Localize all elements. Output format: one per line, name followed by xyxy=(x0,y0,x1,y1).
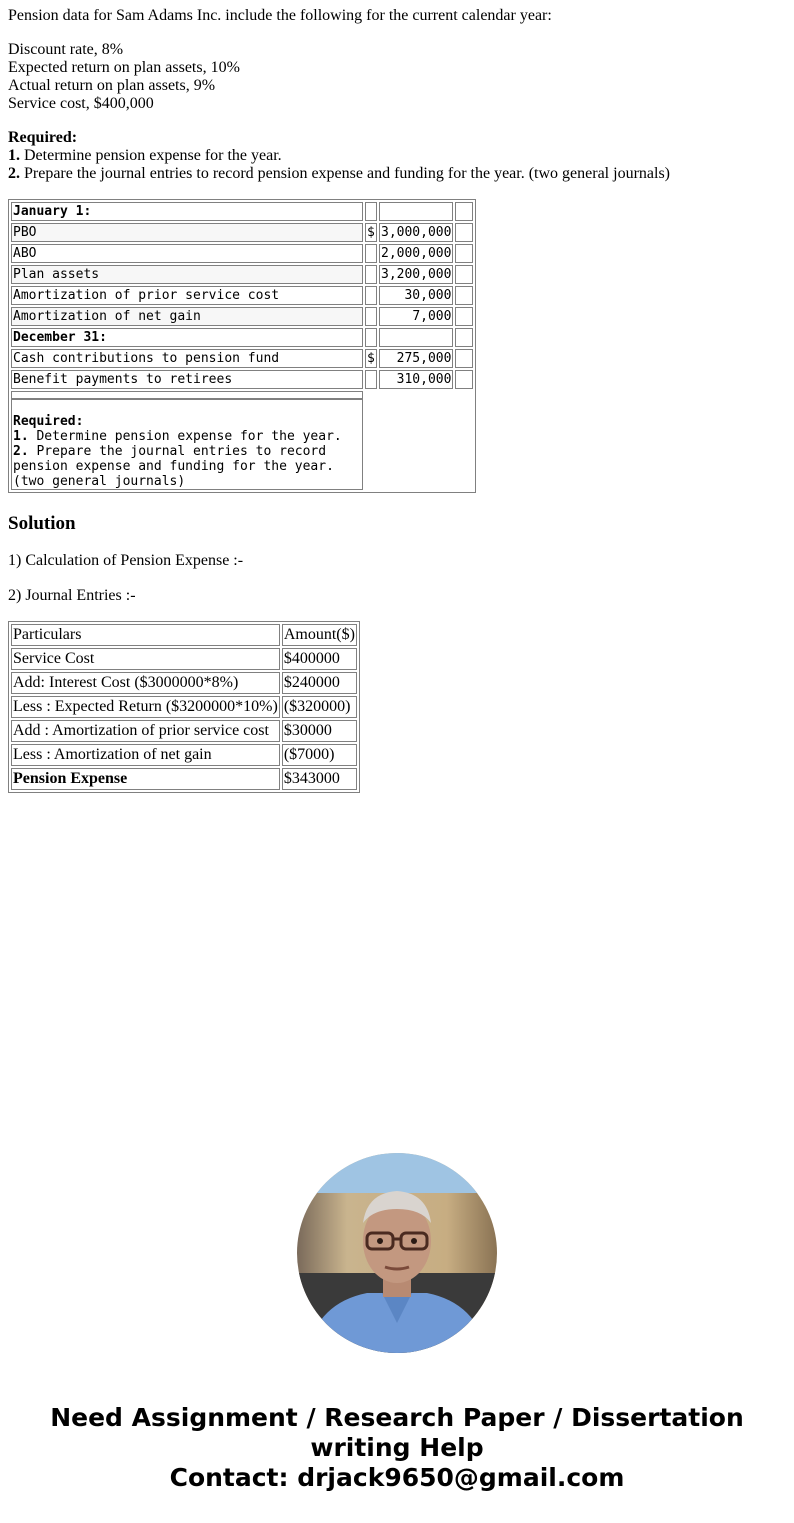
data-amount xyxy=(379,202,453,221)
data-row xyxy=(11,265,473,284)
data-label: ABO xyxy=(11,244,363,263)
inner-required-1-num: 1. xyxy=(13,429,29,444)
data-currency xyxy=(365,286,377,305)
data-amount xyxy=(379,328,453,347)
pension-expense-table xyxy=(8,621,360,793)
pension-data-table xyxy=(8,199,476,493)
promo-line-3: Contact: drjack9650@gmail.com xyxy=(169,1463,625,1492)
inner-required-2-num: 2. xyxy=(13,444,29,459)
calc-row xyxy=(11,720,357,742)
data-pad xyxy=(455,286,473,305)
data-amount: 275,000 xyxy=(379,349,453,368)
calc-total-amount: $343000 xyxy=(282,768,357,790)
data-row xyxy=(11,244,473,263)
calc-amount: ($7000) xyxy=(282,744,357,766)
data-currency xyxy=(365,244,377,263)
calc-amount: $240000 xyxy=(282,672,357,694)
inner-required-2-text: Prepare the journal entries to record pension expense and funding for the year. (two general journals) xyxy=(13,444,334,489)
required-item-1-num: 1. xyxy=(8,147,20,164)
required-item-2 xyxy=(8,165,786,183)
required-heading: Required: xyxy=(8,129,78,146)
data-pad xyxy=(455,202,473,221)
calc-row xyxy=(11,648,357,670)
data-label-text: December 31: xyxy=(13,330,107,345)
data-label: Benefit payments to retirees xyxy=(11,370,363,389)
author-photo-icon xyxy=(297,1153,497,1353)
calc-total-row xyxy=(11,768,357,790)
data-label: Plan assets xyxy=(11,265,363,284)
inner-empty xyxy=(365,391,473,490)
data-pad xyxy=(455,349,473,368)
data-row xyxy=(11,349,473,368)
rates-list xyxy=(8,41,786,113)
data-label: Amortization of net gain xyxy=(11,307,363,326)
data-currency xyxy=(365,307,377,326)
calc-row xyxy=(11,744,357,766)
required-item-2-text: Prepare the journal entries to record pension expense and funding for the year. (two general journals) xyxy=(24,165,670,182)
data-currency xyxy=(365,265,377,284)
data-row xyxy=(11,286,473,305)
data-row-required xyxy=(11,391,473,490)
step-2: 2) Journal Entries :- xyxy=(8,587,136,604)
rate-expected-return: Expected return on plan assets, 10% xyxy=(8,59,240,76)
rate-service-cost: Service cost, $400,000 xyxy=(8,95,154,112)
data-amount: 7,000 xyxy=(379,307,453,326)
data-row xyxy=(11,307,473,326)
data-currency xyxy=(365,370,377,389)
data-row xyxy=(11,328,473,347)
required-item-1 xyxy=(8,147,786,165)
data-currency: $ xyxy=(365,223,377,242)
calc-particular: Add : Amortization of prior service cost xyxy=(11,720,280,742)
data-row xyxy=(11,370,473,389)
data-amount: 3,000,000 xyxy=(381,225,452,240)
step-1: 1) Calculation of Pension Expense :- xyxy=(8,552,244,569)
rate-actual-return: Actual return on plan assets, 9% xyxy=(8,77,216,94)
calc-amount: $400000 xyxy=(282,648,357,670)
calc-particular: Less : Amortization of net gain xyxy=(11,744,280,766)
data-label: Amortization of prior service cost xyxy=(11,286,363,305)
calc-total-label-text: Pension Expense xyxy=(13,770,128,787)
intro-text: Pension data for Sam Adams Inc. include the following for the current calendar year: xyxy=(8,7,552,24)
calc-amount: ($320000) xyxy=(282,696,357,718)
data-pad xyxy=(455,328,473,347)
data-pad xyxy=(455,370,473,389)
solution-heading: Solution xyxy=(8,513,76,534)
inner-required-cell xyxy=(11,391,363,490)
data-label xyxy=(11,202,363,221)
data-amount: 3,200,000 xyxy=(381,267,452,282)
document-body xyxy=(8,0,786,793)
data-row xyxy=(11,223,473,242)
calc-particular: Add: Interest Cost ($3000000*8%) xyxy=(11,672,280,694)
data-label: PBO xyxy=(11,223,363,242)
data-row xyxy=(11,202,473,221)
inner-spacer xyxy=(11,391,363,399)
calc-row xyxy=(11,672,357,694)
calc-header-row xyxy=(11,624,357,646)
calc-particular: Service Cost xyxy=(11,648,280,670)
author-avatar xyxy=(297,1153,497,1353)
data-pad xyxy=(455,265,473,284)
data-pad xyxy=(455,244,473,263)
promo-line-1: Need Assignment / Research Paper / Dissertation xyxy=(50,1403,744,1432)
data-pad xyxy=(455,223,473,242)
inner-required-table xyxy=(11,391,363,490)
calc-header-particulars: Particulars xyxy=(11,624,280,646)
data-currency: $ xyxy=(365,349,377,368)
required-item-2-num: 2. xyxy=(8,165,20,182)
calc-header-amount: Amount($) xyxy=(282,624,357,646)
data-amount: 310,000 xyxy=(379,370,453,389)
calc-row xyxy=(11,696,357,718)
inner-required-heading: Required: xyxy=(13,414,84,429)
required-item-1-text: Determine pension expense for the year. xyxy=(24,147,282,164)
calc-total-label xyxy=(11,768,280,790)
inner-required-text xyxy=(11,399,363,490)
data-label-text: January 1: xyxy=(13,204,92,219)
data-currency xyxy=(365,328,377,347)
required-section xyxy=(8,129,786,183)
calc-amount: $30000 xyxy=(282,720,357,742)
calc-particular: Less : Expected Return ($3200000*10%) xyxy=(11,696,280,718)
data-currency xyxy=(365,202,377,221)
inner-required-1-text: Determine pension expense for the year. xyxy=(36,429,342,444)
rate-discount: Discount rate, 8% xyxy=(8,41,124,58)
data-amount: 30,000 xyxy=(379,286,453,305)
data-label xyxy=(11,328,363,347)
data-pad xyxy=(455,307,473,326)
promo-line-2: writing Help xyxy=(310,1433,484,1462)
data-amount: 2,000,000 xyxy=(381,246,452,261)
data-label: Cash contributions to pension fund xyxy=(11,349,363,368)
promo-banner xyxy=(0,1403,794,1493)
